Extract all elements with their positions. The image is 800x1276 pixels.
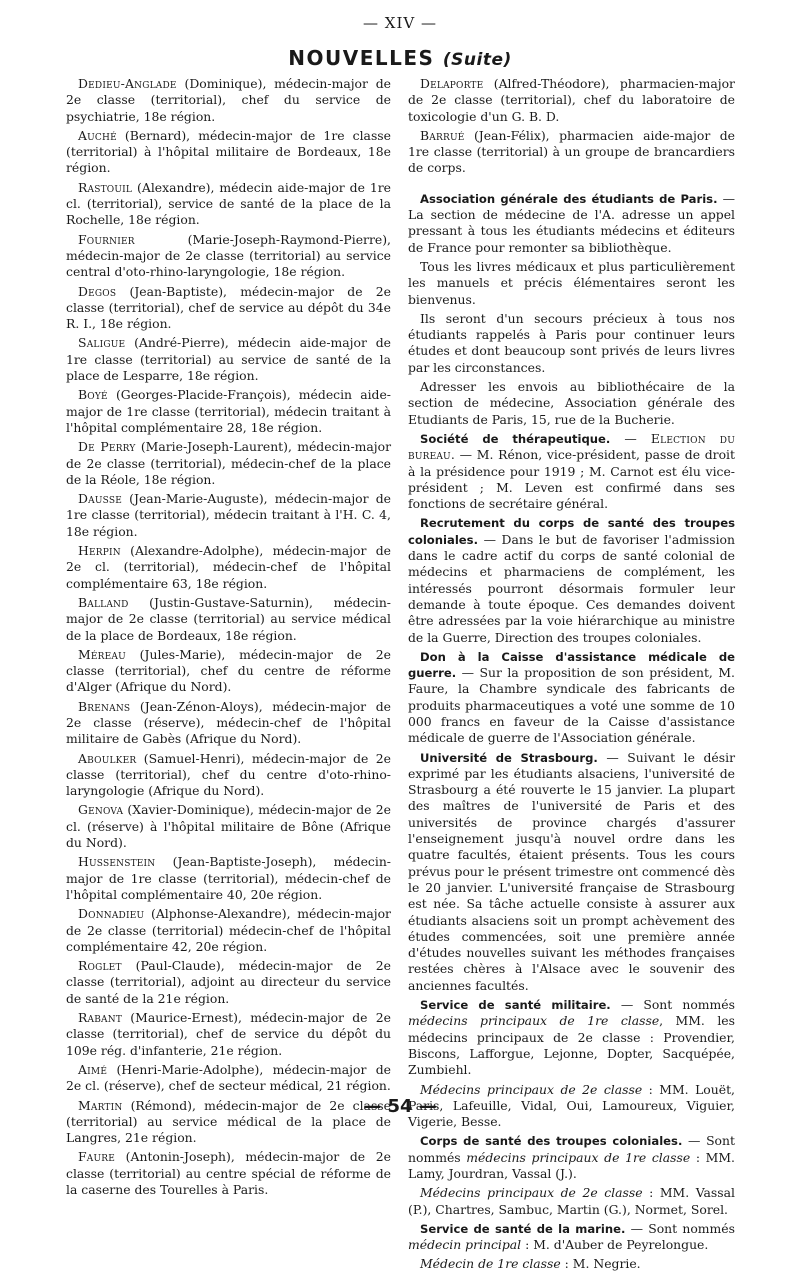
- section-text: : MM. Lamy, Jourdran, Vassal (J.).: [408, 1149, 735, 1181]
- rank-italic: médecins principaux de 1re classe: [408, 1013, 660, 1029]
- appointment-entry: [66, 1062, 391, 1095]
- page-title: [0, 46, 800, 70]
- entry-text: (Alphonse-Alexandre), médecin-major de 2e classe (territorial) médecin-chef de l'hôpital complémentaire 42, 20e région.: [66, 906, 391, 954]
- entry-name: Genova: [78, 802, 124, 818]
- appointment-entry: [66, 1010, 391, 1059]
- section-heading: Corps de santé des troupes coloniales.: [420, 1134, 683, 1149]
- section-heading: Université de Strasbourg.: [420, 750, 598, 765]
- entry-text: (Alexandre), médecin aide-major de 1re cl. (territorial), service de santé de la place de la Rochelle, 18e région.: [66, 179, 391, 228]
- section-heading: Recrutement du corps de santé des troupes coloniales.: [408, 516, 735, 547]
- entry-text: (Paul-Claude), médecin-major de 2e classe (territorial), adjoint au directeur du service de santé de la 21e région.: [66, 958, 391, 1006]
- appointment-entry: [66, 854, 391, 903]
- appointment-entry: [66, 387, 391, 436]
- association-paragraph: Ils seront d'un secours précieux à tous nos étudiants rappelés à Paris pour continuer leurs études et dont beaucoup sont privés de leurs livres par les circonstances.: [408, 310, 735, 375]
- caisse-section: [408, 649, 735, 747]
- section-text: — Sont nommés: [610, 997, 735, 1013]
- appointment-entry: [408, 128, 735, 177]
- appointment-entry: [66, 699, 391, 748]
- entry-name: Donnadieu: [78, 906, 145, 922]
- rank-italic: Médecins principaux de 2e classe: [420, 1081, 643, 1097]
- entry-text: (André-Pierre), médecin aide-major de 1re classe (territorial) au service de santé de la place de Lesparre, 18e région.: [66, 335, 391, 384]
- entry-text: (Antonin-Joseph), médecin-major de 2e classe (territorial) au centre spécial de réforme de la caserne des Tourelles à Paris.: [66, 1149, 391, 1197]
- roman-page-number: — XIV —: [363, 14, 437, 32]
- appointment-entry: [66, 232, 391, 281]
- section-text: — Dans le but de favoriser l'admission dans le cadre actif du corps de santé colonial de médecins et pharmaciens de complément, les intéressés pourront désormais formuler leur demande à toute époque. Ces demandes doivent être adressées par la voie hiérarchique au ministre de la Guerre, Direction des troupes coloniales.: [408, 531, 735, 645]
- therapeutique-section: [408, 431, 735, 512]
- section-text: — Sont nommés: [408, 1133, 735, 1165]
- entry-text: (Alexandre-Adolphe), médecin-major de 2e cl. (territorial), médecin-chef de l'hôpital complémentaire 63, 18e région.: [66, 543, 391, 591]
- section-text: — M. Rénon, vice-président, passe de droit à la présidence pour 1919 ; M. Carnot est élu vice-président ; M. Leven est confirmé dans ses fonctions de secrétaire général.: [408, 447, 735, 512]
- section-text: , MM. les médecins principaux de 2e classe : Provendier, Biscons, Lafforgue, Lejonne, Dopter, Sacquépée, Zumbiehl.: [408, 1013, 735, 1078]
- appointment-entry: [66, 647, 391, 696]
- entry-name: Fournier: [78, 231, 135, 247]
- entry-name: Auché: [78, 127, 117, 143]
- section-text: — La section de médecine de l'A. adresse un appel pressant à tous les étudiants médecins et éditeurs de France pour remonter sa bibliothèque.: [408, 190, 735, 255]
- entry-name: Rastouil: [78, 179, 133, 195]
- appointment-entry: [66, 958, 391, 1007]
- entry-text: (Georges-Placide-François), médecin aide-major de 1re classe (territorial), médecin traitant à l'hôpital complémentaire 28, 18e région.: [66, 387, 391, 435]
- entry-text: (Justin-Gustave-Saturnin), médecin-major de 2e classe (territorial) au service médical de la place de Bordeaux, 18e région.: [66, 594, 391, 643]
- section-text: : M. d'Auber de Peyrelongue.: [521, 1237, 709, 1253]
- section-heading: Association générale des étudiants de Paris.: [420, 191, 718, 206]
- recrutement-section: [408, 515, 735, 645]
- entry-name: Boyé: [78, 387, 108, 403]
- appointment-entry: [66, 751, 391, 800]
- rank-italic: Médecin de 1re classe: [420, 1256, 561, 1272]
- strasbourg-section: [408, 750, 735, 994]
- entry-name: Rabant: [78, 1010, 123, 1026]
- appointment-entry: [66, 1149, 391, 1198]
- entry-text: (Jean-Zénon-Aloys), médecin-major de 2e classe (réserve), médecin-chef de l'hôpital militaire de Gabès (Afrique du Nord).: [66, 698, 391, 747]
- entry-name: Faure: [78, 1149, 116, 1165]
- appointment-entry: [66, 128, 391, 177]
- militaire-section: [408, 997, 735, 1078]
- appointment-entry: [66, 284, 391, 333]
- entry-name: Brenans: [78, 698, 131, 714]
- entry-text: (Rémond), médecin-major de 2e classe (territorial) au service médical de la place de Langres, 21e région.: [66, 1097, 391, 1146]
- entry-text: (Jean-Félix), pharmacien aide-major de 1re classe (territorial) à un groupe de brancardiers de corps.: [408, 127, 735, 176]
- entry-name: Dedieu-Anglade: [78, 76, 177, 91]
- appointment-entry: [66, 76, 391, 125]
- appointment-entry: [66, 906, 391, 955]
- entry-text: (Bernard), médecin-major de 1re classe (territorial) à l'hôpital militaire de Bordeaux, 18e région.: [66, 127, 391, 176]
- appointment-entry: [66, 491, 391, 540]
- entry-name: Degos: [78, 283, 117, 299]
- marine-section: [408, 1221, 735, 1254]
- entry-name: Aimé: [78, 1061, 108, 1077]
- coloniales-section: [408, 1133, 735, 1182]
- entry-name: Dausse: [78, 491, 122, 507]
- entry-text: (Alfred-Théodore), pharmacien-major de 2e classe (territorial), chef du laboratoire de toxicologie d'un G. B. D.: [408, 76, 735, 124]
- entry-text: (Dominique), médecin-major de 2e classe (territorial), chef du service de psychiatrie, 18e région.: [66, 76, 391, 124]
- association-paragraph: Adresser les envois au bibliothécaire de la section de médecine, Association générale des Etudiants de Paris, 15, rue de la Bucherie.: [408, 379, 735, 427]
- entry-text: (Jean-Baptiste-Joseph), médecin-major de 1re classe (territorial), médecin-chef de l'hôpital complémentaire 40, 20e région.: [66, 854, 391, 902]
- entry-text: (Samuel-Henri), médecin-major de 2e classe (territorial), chef du centre d'oto-rhino-laryngologie (Afrique du Nord).: [66, 750, 391, 799]
- title-text: NOUVELLES: [288, 46, 435, 70]
- page-number: — 54 —: [363, 1096, 437, 1117]
- appointment-entry: [66, 439, 391, 488]
- association-section: [408, 191, 735, 256]
- appointment-entry: [66, 180, 391, 229]
- marine-paragraph: [408, 1256, 735, 1272]
- entry-name: Roglet: [78, 958, 122, 974]
- entry-name: Balland: [78, 594, 129, 610]
- appointment-entry: [66, 335, 391, 384]
- section-text: : M. Negrie.: [560, 1256, 641, 1272]
- section-text: : MM. Vassal (P.), Chartres, Sambuc, Martin (G.), Normet, Sorel.: [408, 1185, 735, 1217]
- coloniales-paragraph: [408, 1185, 735, 1218]
- rank-italic: médecins principaux de 1re classe: [466, 1149, 691, 1165]
- entry-name: Martin: [78, 1097, 123, 1113]
- section-text: — Sur la proposition de son président, M. Faure, la Chambre syndicale des fabricants de produits pharmaceutiques a voté une somme de 10 000 francs en faveur de la Caisse d'assistance médicale de guerre de l'Association générale.: [408, 665, 735, 746]
- rank-italic: Médecins principaux de 2e classe: [420, 1185, 643, 1201]
- title-suite: (Suite): [442, 50, 512, 70]
- section-text: : MM. Louët, Paris, Lafeuille, Vidal, Oui, Lamoureux, Viguier, Vigerie, Besse.: [408, 1081, 735, 1130]
- entry-name: Méreau: [78, 646, 126, 662]
- entry-text: (Henri-Marie-Adolphe), médecin-major de 2e cl. (réserve), chef de secteur médical, 21 région.: [66, 1061, 391, 1094]
- left-column: [66, 76, 391, 1201]
- section-heading: Don à la Caisse d'assistance médicale de guerre.: [408, 649, 735, 681]
- entry-name: Herpin: [78, 543, 121, 559]
- section-heading: Service de santé militaire.: [420, 998, 611, 1013]
- section-heading: Société de thérapeutique.: [420, 431, 611, 446]
- entry-text: (Marie-Joseph-Raymond-Pierre), médecin-major de 2e classe (territorial) au service central d'oto-rhino-laryngologie, 18e région.: [66, 231, 391, 280]
- rank-italic: médecin principal: [408, 1237, 522, 1253]
- entry-text: (Jean-Baptiste), médecin-major de 2e classe (territorial), chef de service au dépôt du 34e R. I., 18e région.: [66, 283, 391, 332]
- section-text: — Suivant le désir exprimé par les étudiants alsaciens, l'université de Strasbourg a été rouverte le 15 janvier. La plupart des maîtres de l'université de Paris et des universités de province chargés d'assurer l'enseignement jusqu'à nouvel ordre dans les quatre facultés, étaient présents. Tous les cours prévus pour le présent trimestre ont commencé dès le 20 janvier. L'université française de Strasbourg est née. Sa tâche actuelle consiste à assurer aux étudiants alsaciens soit un prompt achèvement des études commencées, soit une première année d'études nouvelles suivant les méthodes françaises restées chères à l'Alsace avec le souvenir des anciennes facultés.: [408, 749, 735, 993]
- entry-text: (Jean-Marie-Auguste), médecin-major de 1re classe (territorial), médecin traitant à l'H. C. 4, 18e région.: [66, 491, 391, 539]
- entry-name: Barrué: [420, 127, 465, 143]
- entry-name: De Perry: [78, 439, 136, 455]
- entry-text: (Maurice-Ernest), médecin-major de 2e classe (territorial), chef de service du dépôt du 109e rég. d'infanterie, 21e région.: [66, 1010, 391, 1058]
- appointment-entry: [66, 802, 391, 851]
- entry-text: (Xavier-Dominique), médecin-major de 2e cl. (réserve) à l'hôpital militaire de Bône (Afrique du Nord).: [66, 802, 391, 851]
- entry-name: Hussenstein: [78, 854, 156, 870]
- entry-name: Saligue: [78, 335, 126, 351]
- appointment-entry: [66, 595, 391, 644]
- association-paragraph: Tous les livres médicaux et plus particulièrement les manuels et précis élémentaires seront les bienvenus.: [408, 258, 735, 307]
- entry-text: (Jules-Marie), médecin-major de 2e classe (territorial), chef du centre de réforme d'Alger (Afrique du Nord).: [66, 646, 391, 695]
- entry-text: (Marie-Joseph-Laurent), médecin-major de 2e classe (territorial), médecin-chef de la place de la Réole, 18e région.: [66, 439, 391, 487]
- section-text: — Sont nommés: [625, 1220, 735, 1236]
- entry-name: Aboulker: [78, 750, 137, 766]
- appointment-entry: [66, 543, 391, 592]
- section-heading: Service de santé de la marine.: [420, 1221, 626, 1236]
- section-subheading: — Election du bureau.: [408, 430, 735, 463]
- appointment-entry: [408, 76, 735, 125]
- entry-name: Delaporte: [420, 76, 484, 91]
